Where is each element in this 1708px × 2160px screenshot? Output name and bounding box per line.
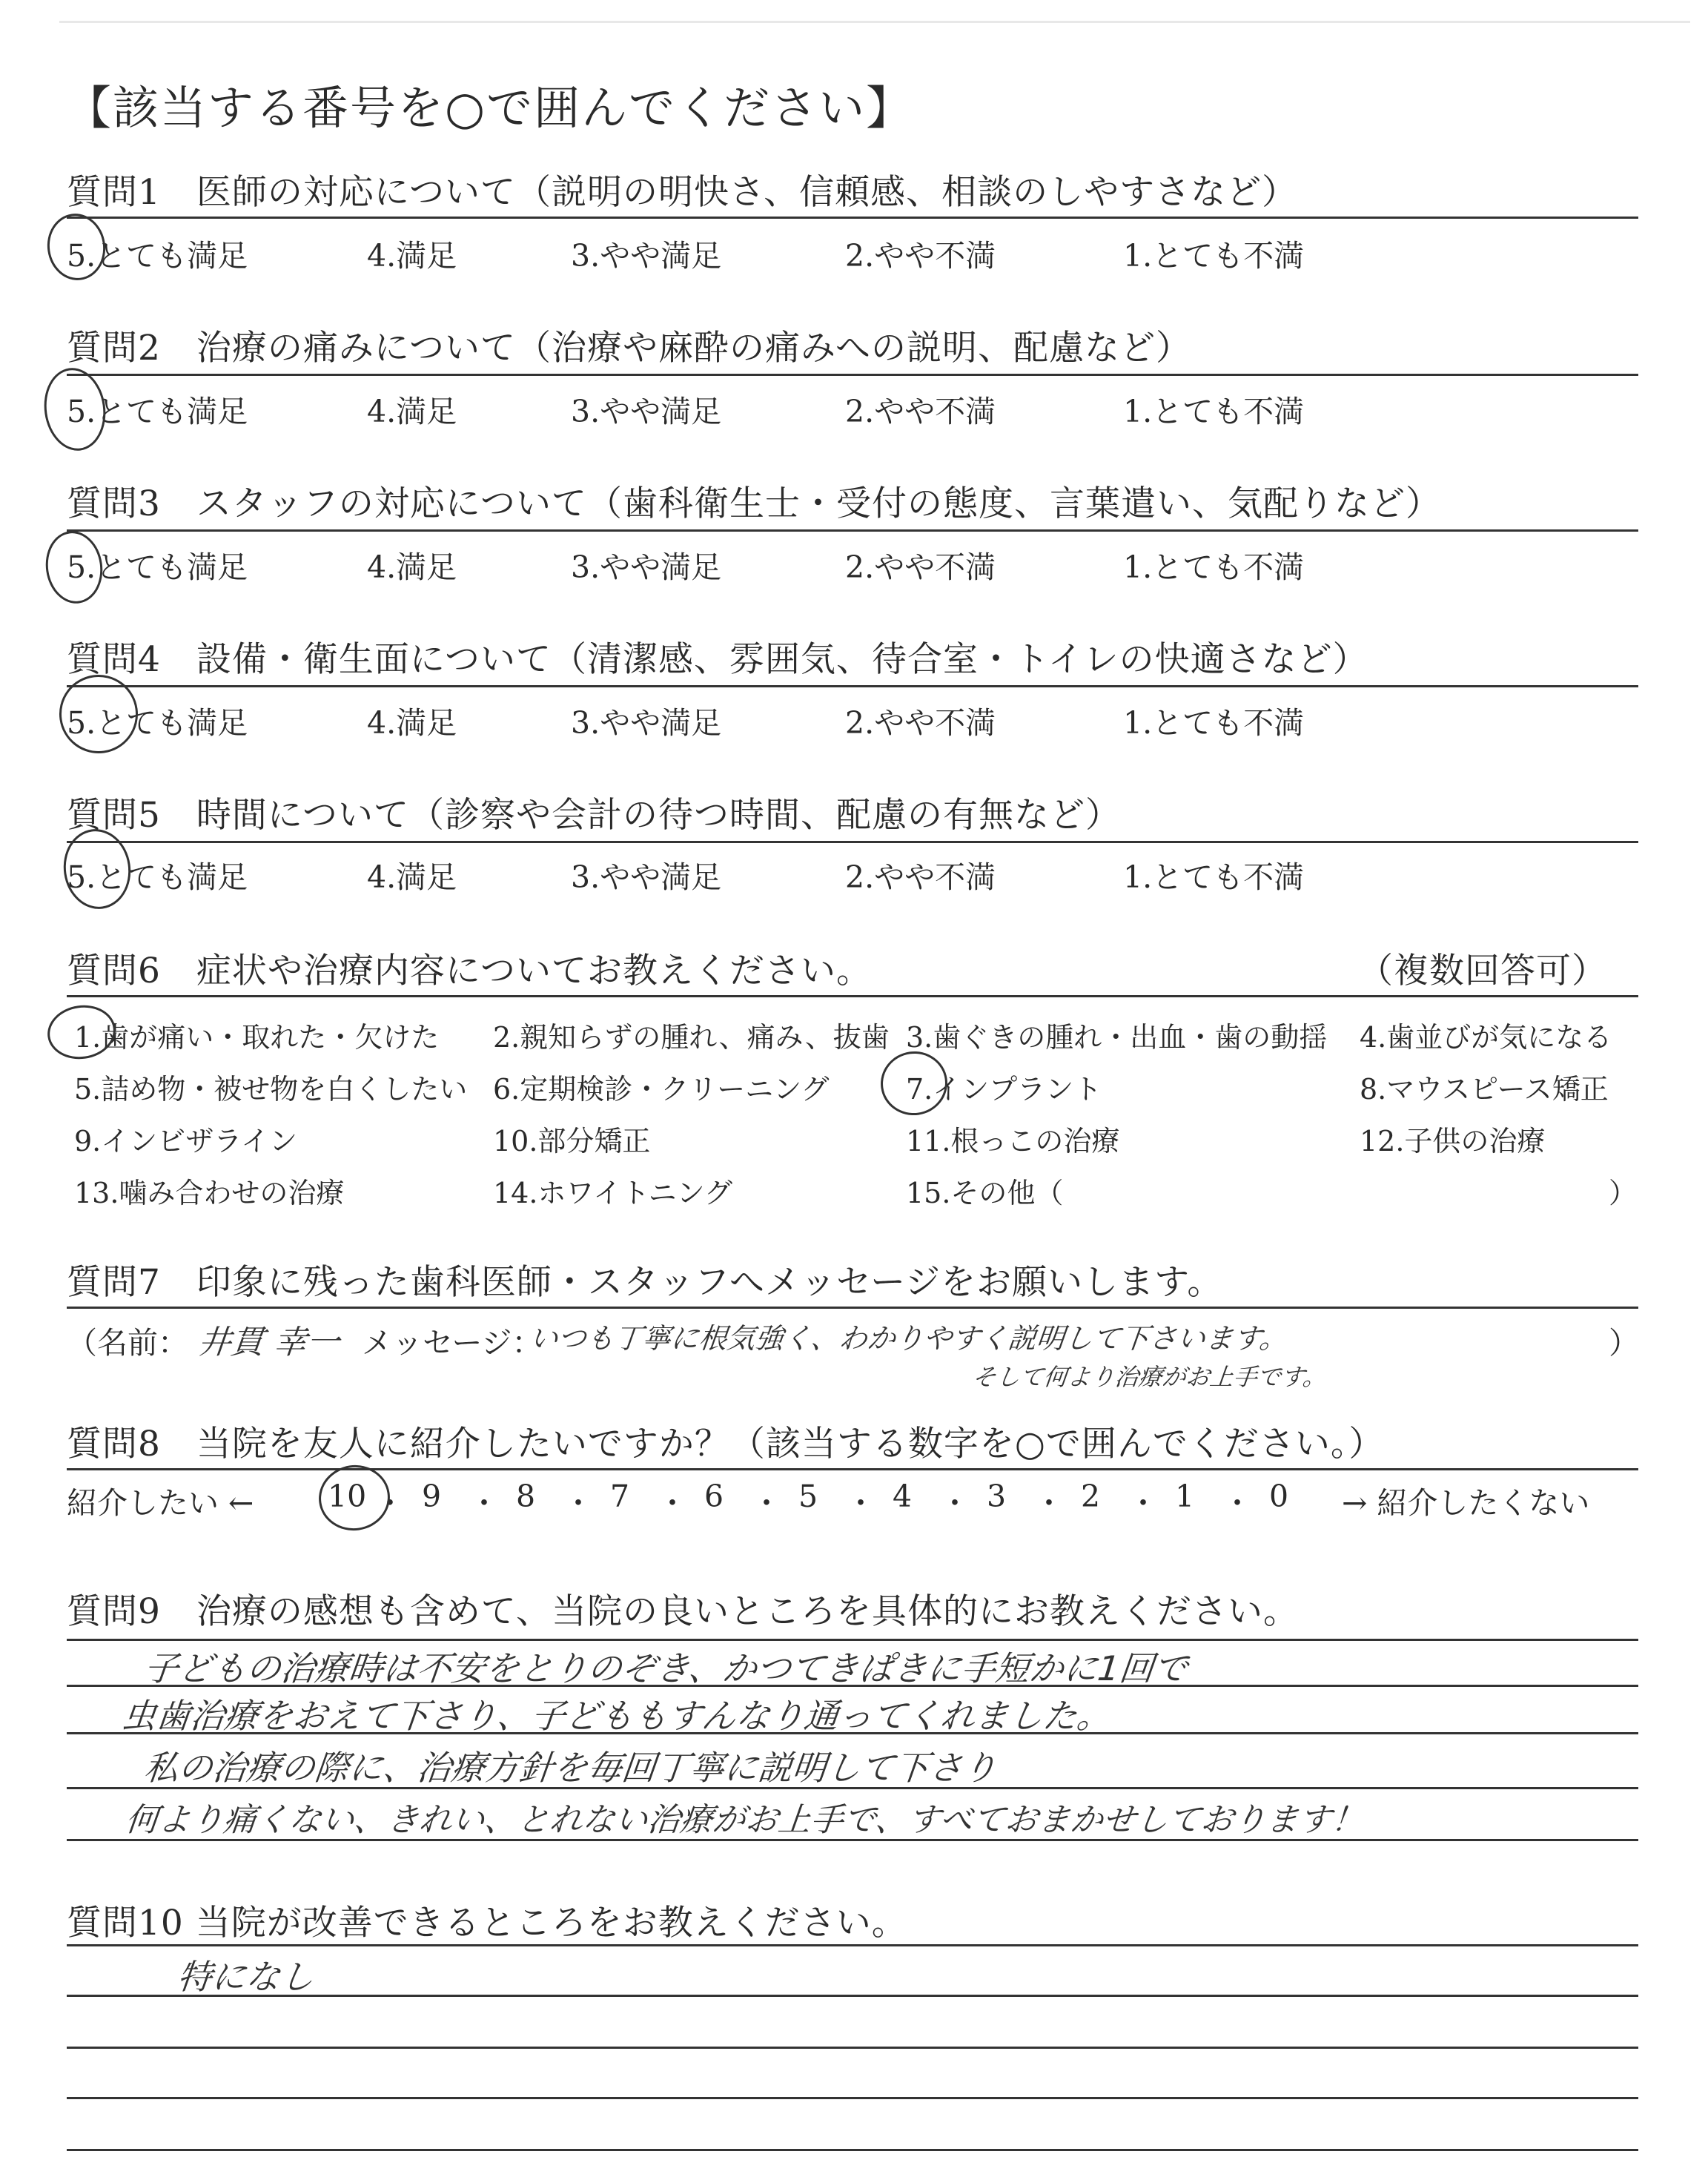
q6-choice-1[interactable]: 1.歯が痛い・取れた・欠けた — [74, 1021, 440, 1054]
q2-selection-circle — [39, 364, 111, 455]
scale-number-9[interactable]: 9 — [422, 1479, 442, 1514]
scale-number-4[interactable]: 4 — [893, 1479, 913, 1514]
q10-answer[interactable]: 特になし — [175, 1957, 317, 1997]
question-2: 質問2 治療の痛みについて（治療や麻酔の痛みへの説明、配慮など） — [67, 328, 1192, 369]
q1-option-4[interactable]: 4.満足 — [367, 238, 457, 274]
q9-answer-line1[interactable]: 子どもの治療時は不安をとりのぞき、かつてきぱきに手短かに1回で — [142, 1648, 1190, 1688]
divider — [67, 841, 1638, 843]
q2-option-4[interactable]: 4.満足 — [367, 394, 457, 429]
scale-number-5[interactable]: 5 — [798, 1479, 818, 1514]
q3-option-1[interactable]: 1.とても不満 — [1123, 549, 1305, 585]
q6-choice-12[interactable]: 12.子供の治療 — [1360, 1125, 1546, 1157]
scale-number-10[interactable]: 10 — [328, 1479, 367, 1514]
recommend-left-label: 紹介したい ← — [67, 1485, 254, 1521]
q6-choice-13[interactable]: 13.噛み合わせの治療 — [74, 1177, 345, 1209]
q6-choice-2[interactable]: 2.親知らずの腫れ、痛み、抜歯 — [493, 1021, 890, 1054]
message-label: メッセージ： — [362, 1325, 543, 1361]
divider — [67, 217, 1638, 219]
q1-option-1[interactable]: 1.とても不満 — [1123, 238, 1305, 274]
scale-separator: ・ — [845, 1485, 876, 1521]
q5-option-3[interactable]: 3.やや満足 — [571, 859, 722, 895]
divider — [67, 1944, 1638, 1946]
scale-separator: ・ — [1033, 1485, 1065, 1521]
question-1: 質問1 医師の対応について（説明の明快さ、信頼感、相談のしやすさなど） — [67, 172, 1298, 213]
answer-line — [67, 2149, 1638, 2151]
scale-separator: ・ — [469, 1485, 500, 1521]
handwritten-name[interactable]: 井貫 幸一 — [196, 1324, 342, 1361]
q5-option-5[interactable]: 5.とても満足 — [67, 859, 248, 895]
divider — [67, 1639, 1638, 1641]
q4-option-1[interactable]: 1.とても不満 — [1123, 705, 1305, 741]
answer-line — [67, 2097, 1638, 2099]
q6-choice-15[interactable]: 15.その他（ — [906, 1177, 1064, 1209]
q4-option-3[interactable]: 3.やや満足 — [571, 705, 722, 741]
q1-option-2[interactable]: 2.やや不満 — [845, 238, 996, 274]
scale-number-2[interactable]: 2 — [1081, 1479, 1101, 1514]
scale-number-6[interactable]: 6 — [704, 1479, 724, 1514]
q6-choice-6[interactable]: 6.定期検診・クリーニング — [493, 1073, 830, 1106]
scale-separator: ・ — [563, 1485, 594, 1521]
question-10: 質問10 当院が改善できるところをお教えください。 — [67, 1903, 907, 1943]
question-4: 質問4 設備・衛生面について（清潔感、雰囲気、待合室・トイレの快適さなど） — [67, 639, 1368, 680]
top-divider — [59, 21, 1690, 23]
q6-choice-4[interactable]: 4.歯並びが気になる — [1360, 1021, 1612, 1054]
scale-separator: ・ — [657, 1485, 688, 1521]
q2-option-5[interactable]: 5.とても満足 — [67, 394, 248, 429]
divider — [67, 1468, 1638, 1470]
q6-choice-14[interactable]: 14.ホワイトニング — [493, 1177, 733, 1209]
q3-option-5[interactable]: 5.とても満足 — [67, 549, 248, 585]
multiple-answers-note: （複数回答可） — [1358, 951, 1607, 991]
q9-answer-line4[interactable]: 何より痛くない、きれい、とれない治療がお上手で、すべておまかせしております！ — [123, 1801, 1366, 1839]
q4-option-4[interactable]: 4.満足 — [367, 705, 457, 741]
q6-choice-8[interactable]: 8.マウスピース矯正 — [1360, 1073, 1609, 1106]
scale-number-1[interactable]: 1 — [1175, 1479, 1195, 1514]
q3-option-4[interactable]: 4.満足 — [367, 549, 457, 585]
scale-number-8[interactable]: 8 — [516, 1479, 536, 1514]
q8-selection-circle — [314, 1461, 394, 1536]
q5-option-1[interactable]: 1.とても不満 — [1123, 859, 1305, 895]
form-title: 【該当する番号を○で囲んでください】 — [65, 81, 914, 135]
q1-option-3[interactable]: 3.やや満足 — [571, 238, 722, 274]
question-3: 質問3 スタッフの対応について（歯科衛生士・受付の態度、言葉遣い、気配りなど） — [67, 483, 1441, 524]
q2-option-1[interactable]: 1.とても不満 — [1123, 394, 1305, 429]
scale-number-7[interactable]: 7 — [610, 1479, 630, 1514]
handwritten-message-line2[interactable]: そして何より治療がお上手です。 — [970, 1363, 1328, 1391]
q2-option-2[interactable]: 2.やや不満 — [845, 394, 996, 429]
q6-choice-7[interactable]: 7.インプラント — [906, 1073, 1102, 1106]
divider — [67, 995, 1638, 997]
q3-option-2[interactable]: 2.やや不満 — [845, 549, 996, 585]
scale-separator: ・ — [374, 1485, 406, 1521]
q1-option-5[interactable]: 5.とても満足 — [67, 238, 248, 274]
divider — [67, 685, 1638, 687]
q2-option-3[interactable]: 3.やや満足 — [571, 394, 722, 429]
q3-selection-circle — [42, 527, 107, 607]
message-close: ） — [1609, 1325, 1639, 1361]
recommend-right-label: → 紹介したくない — [1342, 1485, 1590, 1521]
q3-option-3[interactable]: 3.やや満足 — [571, 549, 722, 585]
q6-other-close: ） — [1609, 1177, 1638, 1209]
q6-choice-10[interactable]: 10.部分矯正 — [493, 1125, 651, 1157]
scale-separator: ・ — [751, 1485, 782, 1521]
scale-number-0[interactable]: 0 — [1269, 1479, 1289, 1514]
question-9: 質問9 治療の感想も含めて、当院の良いところを具体的にお教えください。 — [67, 1591, 1299, 1632]
answer-line — [67, 2047, 1638, 2049]
q9-answer-line2[interactable]: 虫歯治療をおえて下さり、子どももすんなり通ってくれました。 — [119, 1696, 1113, 1736]
scale-separator: ・ — [1128, 1485, 1159, 1521]
q5-selection-circle — [59, 825, 136, 913]
q6-choice-11[interactable]: 11.根っこの治療 — [906, 1125, 1120, 1157]
scale-separator: ・ — [1222, 1485, 1253, 1521]
q6-choice-5[interactable]: 5.詰め物・被せ物を白くしたい — [74, 1073, 468, 1106]
name-label: （名前： — [67, 1325, 188, 1361]
divider — [67, 529, 1638, 532]
divider — [67, 374, 1638, 376]
q4-selection-circle — [54, 670, 143, 759]
question-6: 質問6 症状や治療内容についてお教えください。 — [67, 951, 872, 991]
q6-choice-7-circle — [876, 1047, 951, 1120]
scale-separator: ・ — [939, 1485, 970, 1521]
q6-choice-3[interactable]: 3.歯ぐきの腫れ・出血・歯の動揺 — [906, 1021, 1328, 1054]
q9-answer-line3[interactable]: 私の治療の際に、治療方針を毎回丁寧に説明して下さり — [142, 1748, 999, 1788]
divider — [67, 1307, 1638, 1309]
q5-option-4[interactable]: 4.満足 — [367, 859, 457, 895]
question-5: 質問5 時間について（診察や会計の待つ時間、配慮の有無など） — [67, 795, 1121, 836]
q4-option-5[interactable]: 5.とても満足 — [67, 705, 248, 741]
handwritten-message-line1[interactable]: いつも丁寧に根気強く、わかりやすく説明して下さいます。 — [528, 1322, 1290, 1355]
question-7: 質問7 印象に残った歯科医師・スタッフへメッセージをお願いします。 — [67, 1262, 1223, 1303]
question-8: 質問8 当院を友人に紹介したいですか？（該当する数字を○で囲んでください。） — [67, 1424, 1385, 1464]
scale-number-3[interactable]: 3 — [987, 1479, 1007, 1514]
q5-option-2[interactable]: 2.やや不満 — [845, 859, 996, 895]
q6-choice-9[interactable]: 9.インビザライン — [74, 1125, 298, 1157]
q4-option-2[interactable]: 2.やや不満 — [845, 705, 996, 741]
